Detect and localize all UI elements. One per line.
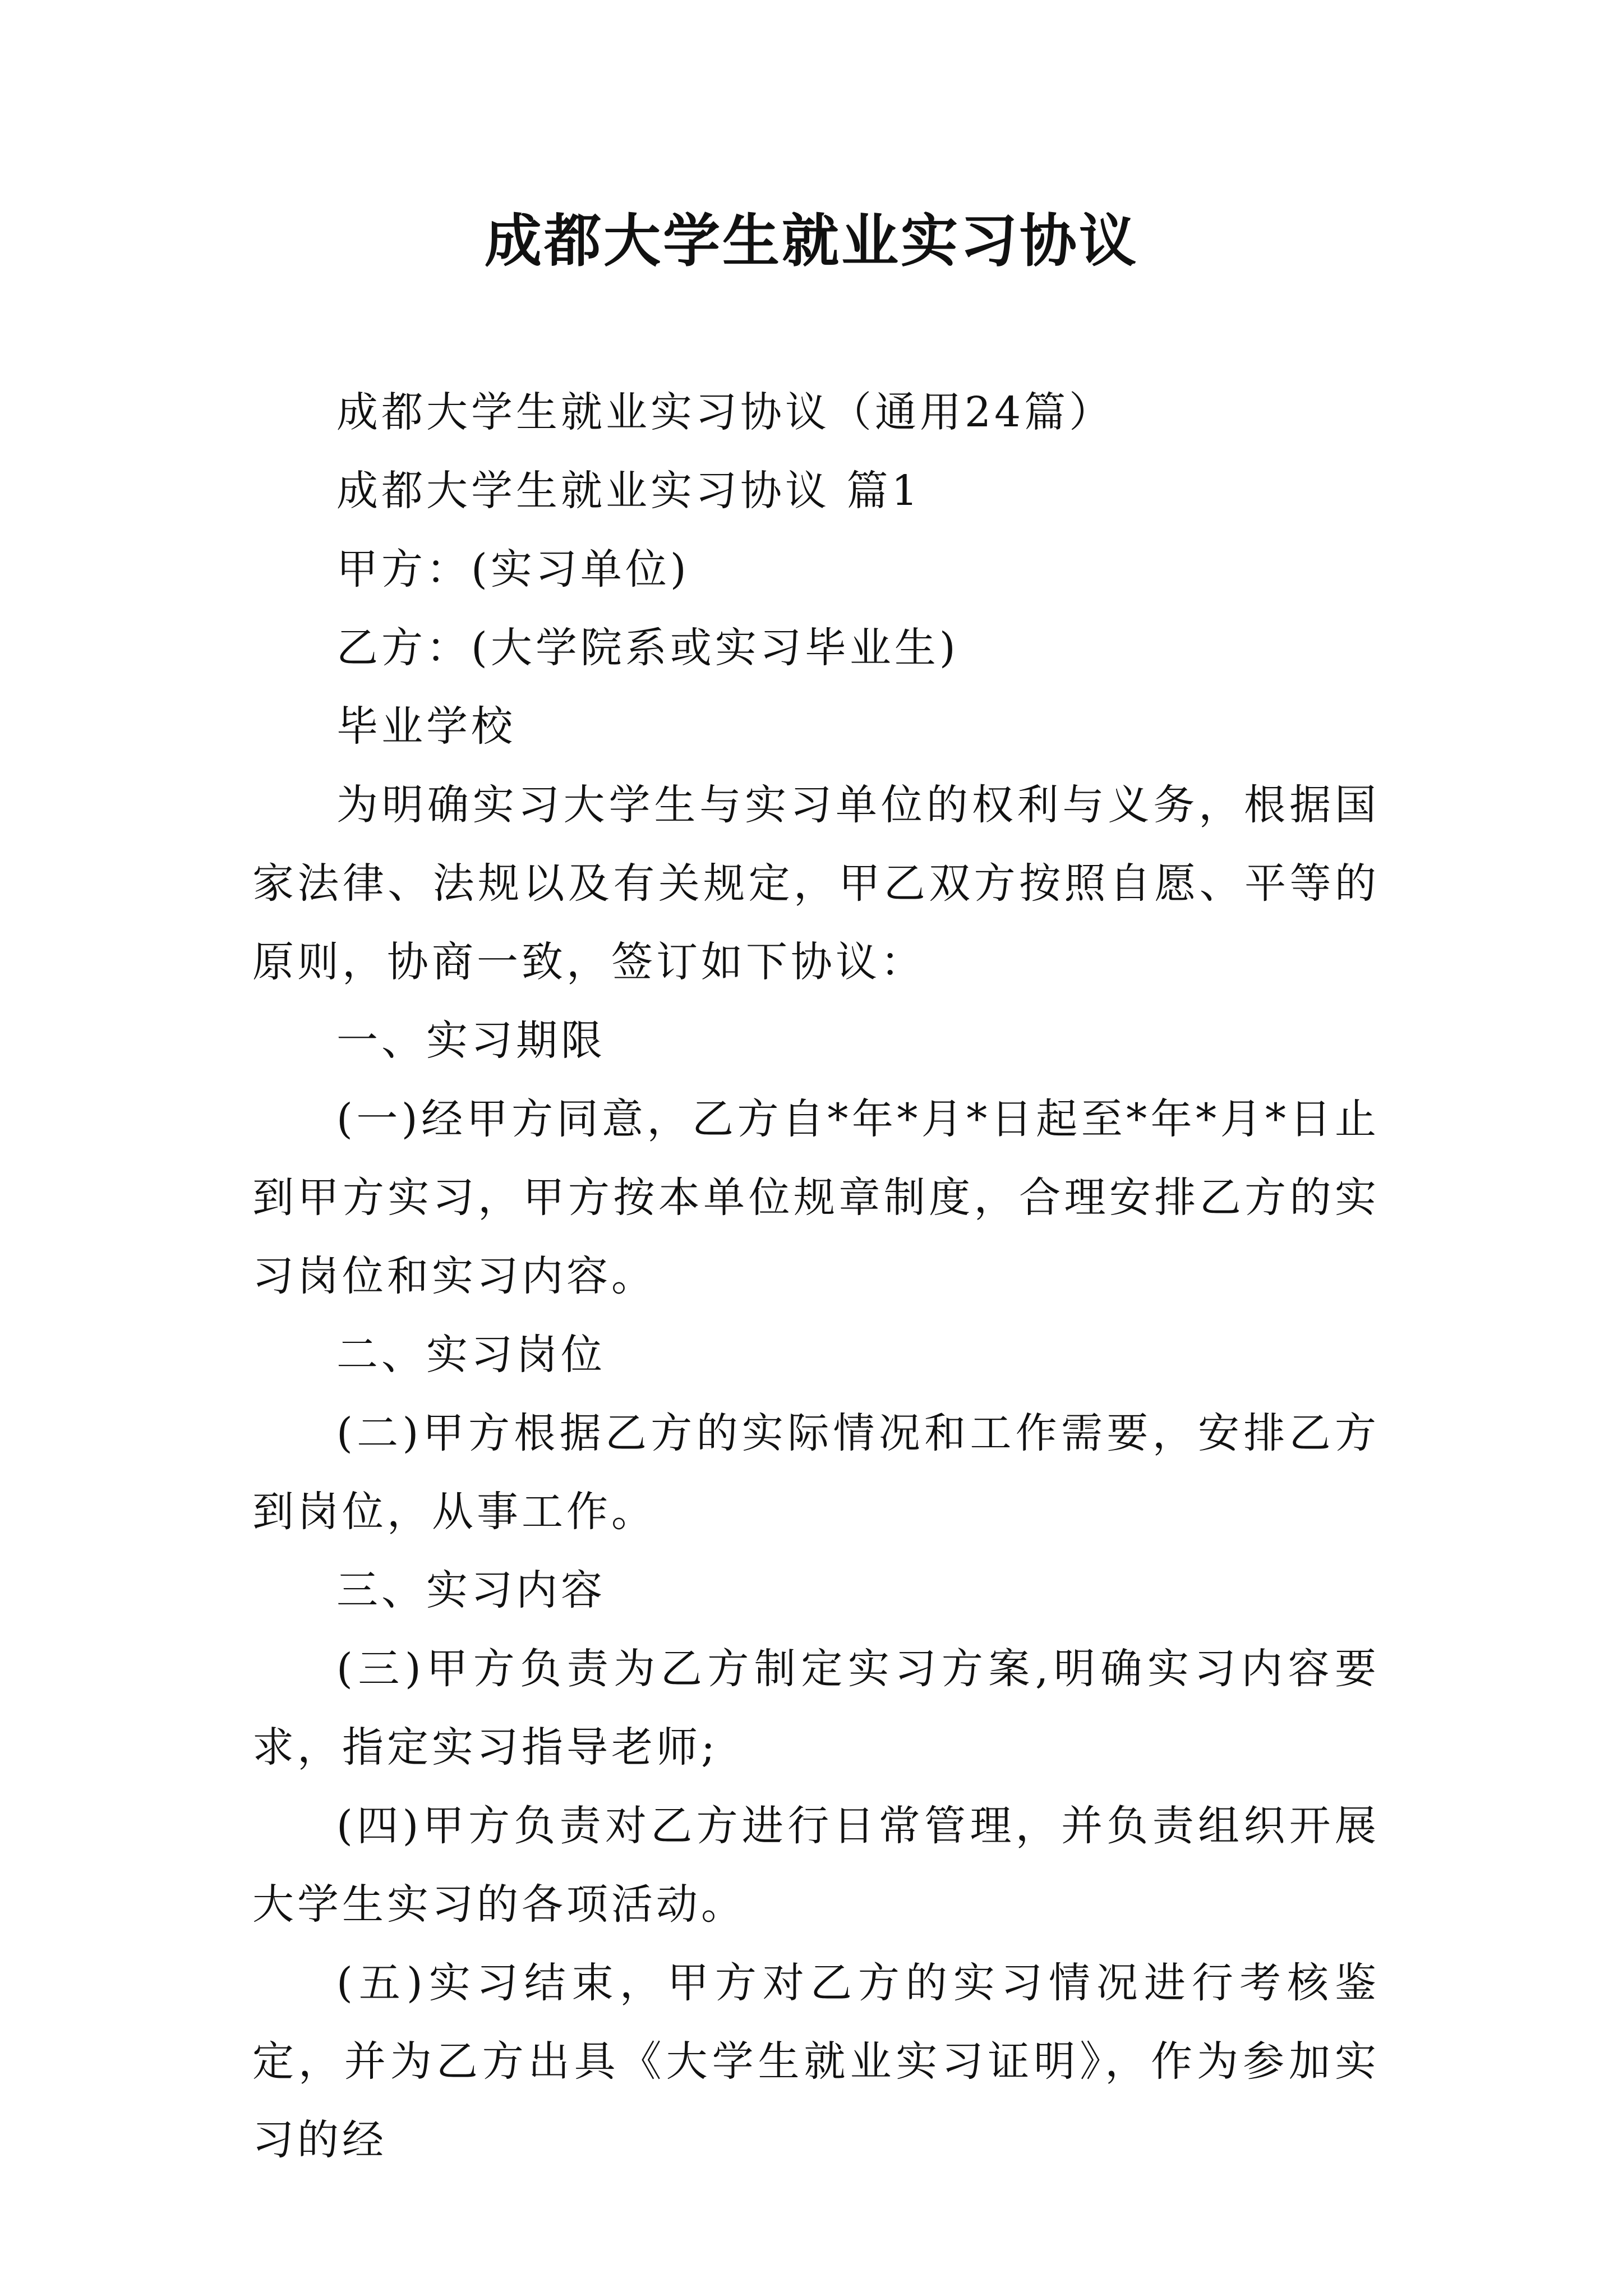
clause-2: (二)甲方根据乙方的实际情况和工作需要，安排乙方到岗位，从事工作。 [252, 1409, 1380, 1536]
document-title: 成都大学生就业实习协议 [485, 208, 1138, 275]
paragraph-school: 毕业学校 [336, 702, 516, 751]
document-body [252, 373, 1380, 2179]
paragraph-preamble: 为明确实习大学生与实习单位的权利与义务，根据国家法律、法规以及有关规定，甲乙双方按照自愿、平等的原则，协商一致，签订如下协议： [252, 781, 1380, 986]
clause-5: (五)实习结束，甲方对乙方的实习情况进行考核鉴定，并为乙方出具《大学生就业实习证明》，作为参加实习的经 [252, 1959, 1380, 2164]
paragraph-subtitle: 成都大学生就业实习协议（通用24篇） [336, 388, 1114, 436]
section-heading-position: 二、实习岗位 [336, 1331, 606, 1379]
section-heading-content: 三、实习内容 [336, 1566, 606, 1614]
clause-3: (三)甲方负责为乙方制定实习方案,明确实习内容要求，指定实习指导老师; [252, 1645, 1380, 1772]
paragraph-part-heading: 成都大学生就业实习协议 篇1 [336, 467, 921, 515]
clause-1: (一)经甲方同意，乙方自*年*月*日起至*年*月*日止到甲方实习，甲方按本单位规章制度，合理安排乙方的实习岗位和实习内容。 [252, 1095, 1380, 1300]
section-heading-period: 一、实习期限 [336, 1016, 606, 1065]
clause-4: (四)甲方负责对乙方进行日常管理，并负责组织开展大学生实习的各项活动。 [252, 1802, 1380, 1929]
paragraph-party-b: 乙方：(大学院系或实习毕业生) [336, 624, 959, 672]
paragraph-party-a: 甲方：(实习单位) [336, 545, 690, 593]
